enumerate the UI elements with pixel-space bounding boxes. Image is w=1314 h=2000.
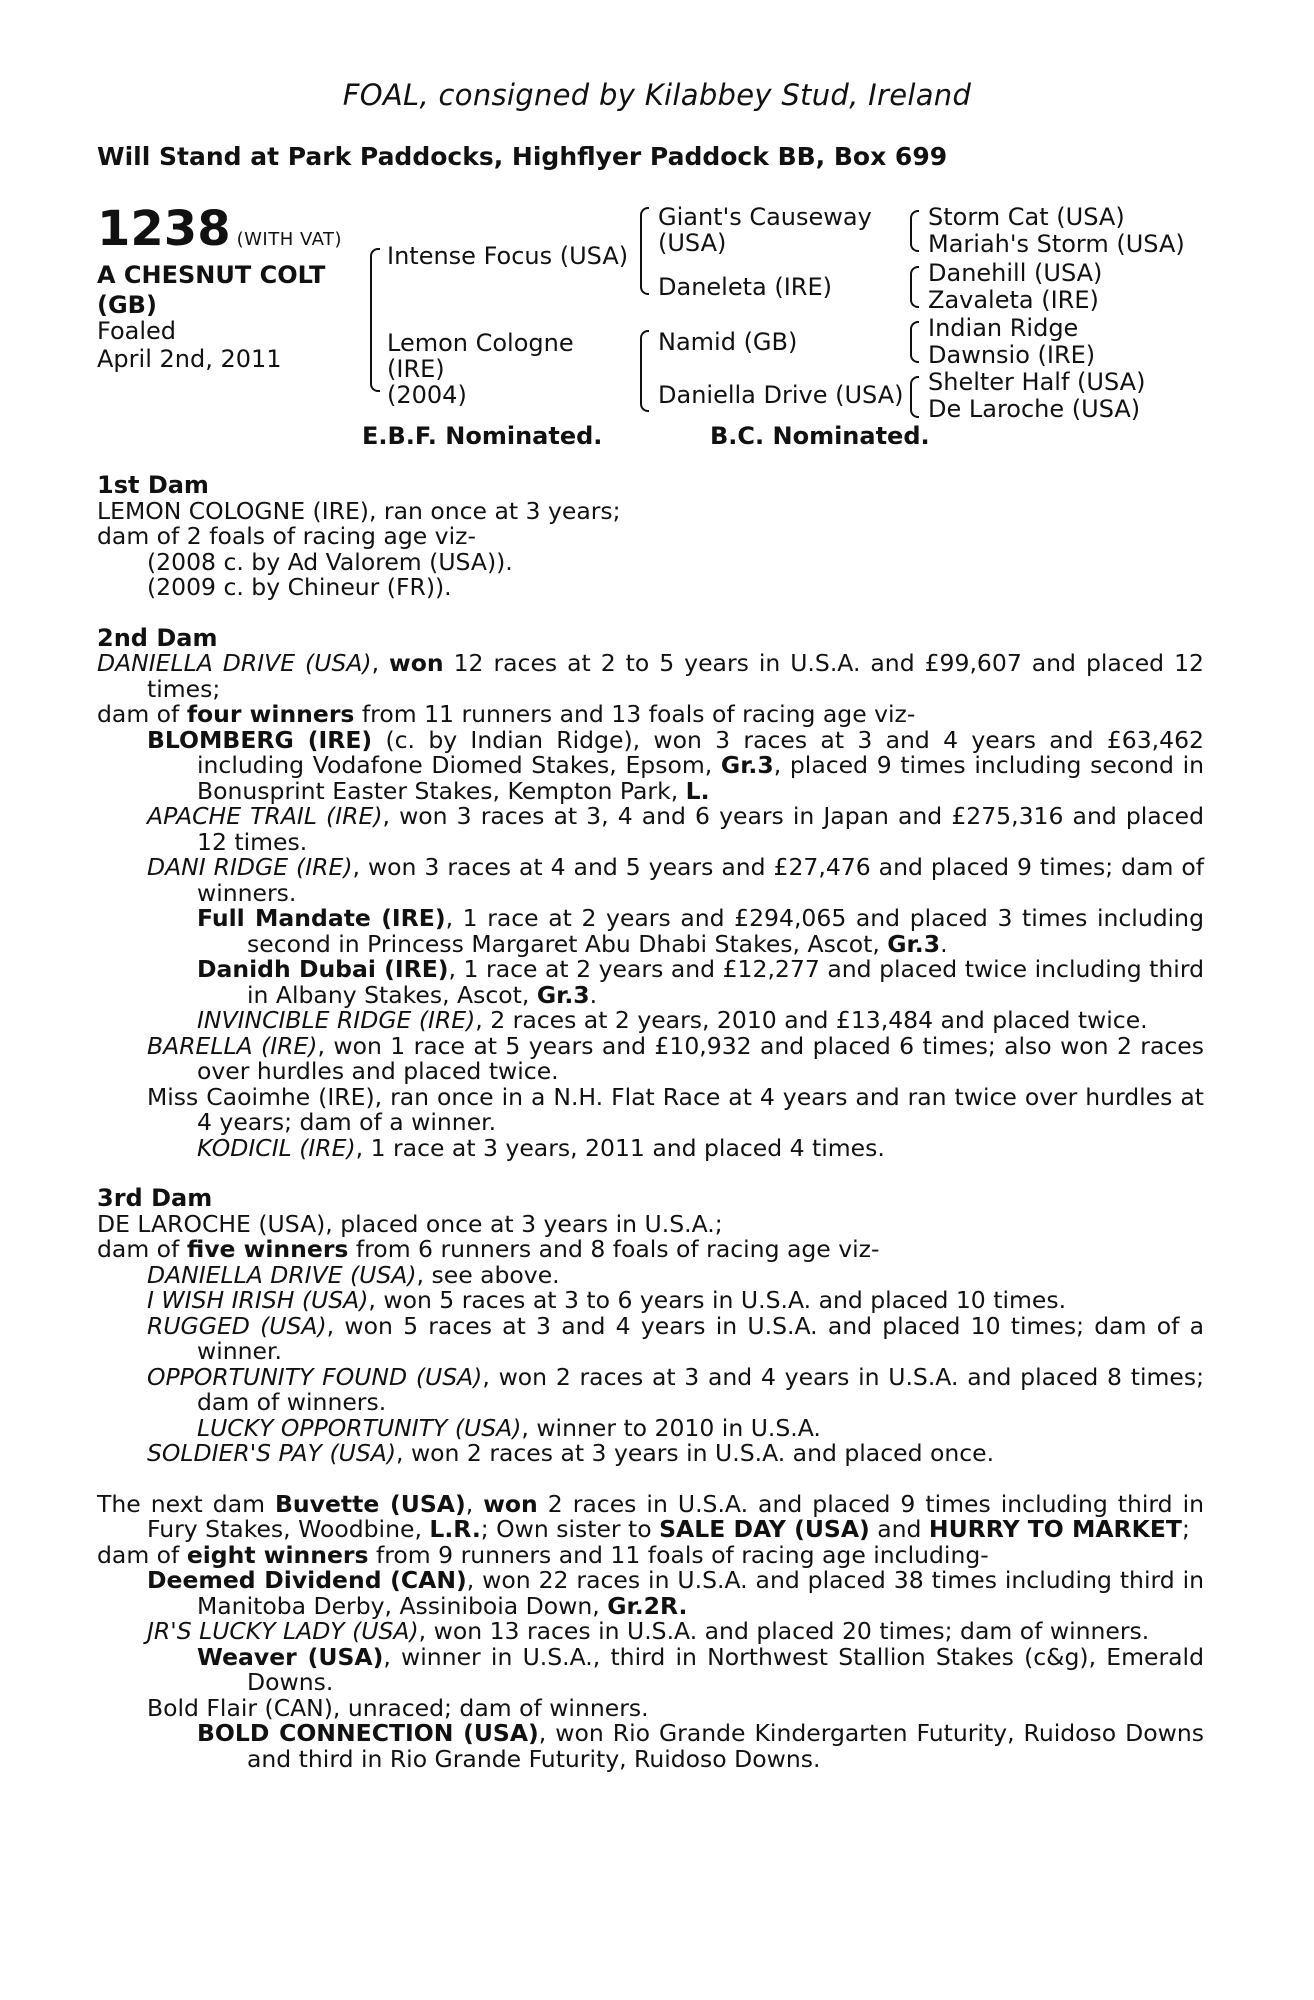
produce-soldiers-pay: SOLDIER'S PAY (USA), won 2 races at 3 years in U.S.A. and placed once. [147,1439,995,1467]
produce-bold-connection: BOLD CONNECTION (USA), won Rio Grande Kindergarten Futurity, Ruidoso Downs and third in Rio Grande Futurity, Ruidoso Downs. [197,1719,1204,1773]
produce-deemed-dividend: Deemed Dividend (CAN), won 22 races in U.S.A. and placed 38 times including third in Manitoba Derby, Assiniboia Down, Gr.2R. [147,1566,1204,1620]
produce-jrs-lucky-lady: JR'S LUCKY LADY (USA), won 13 races in U.S.A. and placed 20 times; dam of winners. [147,1617,1150,1645]
produce-danidh-dubai: Danidh Dubai (IRE), 1 race at 2 years and £12,277 and placed twice including third in Albany Stakes, Ascot, Gr.3. [197,955,1204,1009]
first-dam-foal-2: (2009 c. by Chineur (FR)). [147,573,452,601]
foaled-info [97,317,282,373]
third-dam-heading: 3rd Dam [97,1184,213,1212]
pedigree-brace-gen1 [370,248,380,392]
pedigree-sire-sire [658,204,872,256]
pedigree-dds: Shelter Half (USA) [928,368,1146,396]
pedigree-sdd: Zavaleta (IRE) [928,286,1099,314]
produce-daniella-drive: DANIELLA DRIVE (USA), see above. [147,1260,560,1289]
pedigree-sire-dam: Daneleta (IRE) [658,273,832,301]
produce-blomberg: BLOMBERG (IRE) (c. by Indian Ridge), won 3 races at 3 and 4 years and £63,462 including Vodafone Diomed Stakes, Epsom, Gr.3, placed 9 times including second in Bonusprint Easter Stakes, Kempton Park, L. [147,725,1204,805]
pedigree-brace-sd [910,266,919,308]
produce-invincible-ridge: INVINCIBLE RIDGE (IRE), 2 races at 2 years, 2010 and £13,484 and placed twice. [197,1006,1148,1034]
pedigree-dsd: Dawnsio (IRE) [928,341,1096,369]
third-dam-produce: dam of five winners from 6 runners and 8 foals of racing age viz- [97,1235,880,1263]
pedigree-sds: Danehill (USA) [928,259,1103,287]
pedigree-dam [387,330,574,408]
produce-bold-flair: Bold Flair (CAN), unraced; dam of winners. [147,1693,649,1722]
pedigree-sss: Storm Cat (USA) [928,203,1125,231]
second-dam-entry: DANIELLA DRIVE (USA), won 12 races at 2 to 5 years in U.S.A. and £99,607 and placed 12 times; [97,649,1204,703]
horse-line-1: A CHESNUT COLT [97,261,326,289]
pedigree-brace-sire [640,207,649,295]
first-dam-heading: 1st Dam [97,471,209,499]
pedigree-dam-line-3: (2004) [387,381,467,409]
pedigree-dam-line-2: (IRE) [387,355,445,383]
horse-description [97,260,367,320]
pedigree-dss: Indian Ridge [928,314,1079,342]
lot-number: 1238 [97,201,231,257]
pedigree-dam-dam: Daniella Drive (USA) [658,381,904,409]
produce-weaver: Weaver (USA), winner in U.S.A., third in Northwest Stallion Stakes (c&g), Emerald Downs. [197,1642,1204,1696]
bc-nominated: B.C. Nominated. [710,422,930,450]
pedigree-ssd: Mariah's Storm (USA) [928,230,1185,258]
pedigree-sire: Intense Focus (USA) [387,242,629,270]
second-dam-heading: 2nd Dam [97,623,218,652]
produce-full-mandate: Full Mandate (IRE), 1 race at 2 years and £294,065 and placed 3 times including second in Princess Margaret Abu Dhabi Stakes, Ascot, Gr.3. [197,904,1204,958]
stand-location: Will Stand at Park Paddocks, Highflyer Paddock BB, Box 699 [97,142,948,171]
vat-note: (WITH VAT) [236,229,343,250]
pedigree-brace-dam [640,330,649,412]
pedigree-brace-dd [910,376,919,418]
lot-header [97,201,343,257]
next-dam-entry: The next dam Buvette (USA), won 2 races in U.S.A. and placed 9 times including third in Fury Stakes, Woodbine, L.R.; Own sister to SALE DAY (USA) and HURRY TO MARKET; [97,1489,1204,1543]
produce-barella: BARELLA (IRE), won 1 race at 5 years and £10,932 and placed 6 times; also won 2 races over hurdles and placed twice. [147,1031,1204,1085]
pedigree-dam-line-1: Lemon Cologne [387,329,574,357]
second-dam-produce: dam of four winners from 11 runners and 13 foals of racing age viz- [97,700,916,728]
pedigree-sire-sire-line-1: Giant's Causeway [658,203,872,231]
produce-miss-caoimhe: Miss Caoimhe (IRE), ran once in a N.H. Flat Race at 4 years and ran twice over hurdles at 4 years; dam of a winner. [147,1082,1204,1136]
produce-i-wish-irish: I WISH IRISH (USA), won 5 races at 3 to 6 years in U.S.A. and placed 10 times. [147,1286,1067,1314]
foaled-date: April 2nd, 2011 [97,345,282,373]
ebf-nominated: E.B.F. Nominated. [362,422,603,450]
produce-record [97,473,1204,1772]
first-dam-line-2: dam of 2 foals of racing age viz- [97,522,476,550]
foaled-label: Foaled [97,317,177,345]
produce-rugged: RUGGED (USA), won 5 races at 3 and 4 years in U.S.A. and placed 10 times; dam of a winner. [147,1311,1204,1365]
produce-opportunity-found: OPPORTUNITY FOUND (USA), won 2 races at 3 and 4 years in U.S.A. and placed 8 times; dam of winners. [147,1362,1204,1416]
next-dam-produce: dam of eight winners from 9 runners and 11 foals of racing age including- [97,1540,989,1569]
first-dam-foal-1: (2008 c. by Ad Valorem (USA)). [147,547,513,576]
pedigree-dam-sire: Namid (GB) [658,328,798,356]
pedigree-ddd: De Laroche (USA) [928,395,1141,423]
horse-line-2: (GB) [97,291,157,319]
pedigree-sire-sire-line-2: (USA) [658,229,727,257]
produce-lucky-opportunity: LUCKY OPPORTUNITY (USA), winner to 2010 in U.S.A. [197,1413,821,1442]
pedigree-brace-ds [910,321,919,363]
consignment-line: FOAL, consigned by Kilabbey Stud, Ireland [342,78,972,112]
pedigree-brace-ss [910,210,919,252]
third-dam-line-1: DE LAROCHE (USA), placed once at 3 years in U.S.A.; [97,1209,723,1238]
first-dam-line-1: LEMON COLOGNE (IRE), ran once at 3 years; [97,496,621,525]
produce-kodicil: KODICIL (IRE), 1 race at 3 years, 2011 and placed 4 times. [197,1133,885,1162]
produce-dani-ridge: DANI RIDGE (IRE), won 3 races at 4 and 5 years and £27,476 and placed 9 times; dam of winners. [147,853,1204,907]
produce-apache-trail: APACHE TRAIL (IRE), won 3 races at 3, 4 and 6 years in Japan and £275,316 and placed 12 times. [147,802,1204,856]
